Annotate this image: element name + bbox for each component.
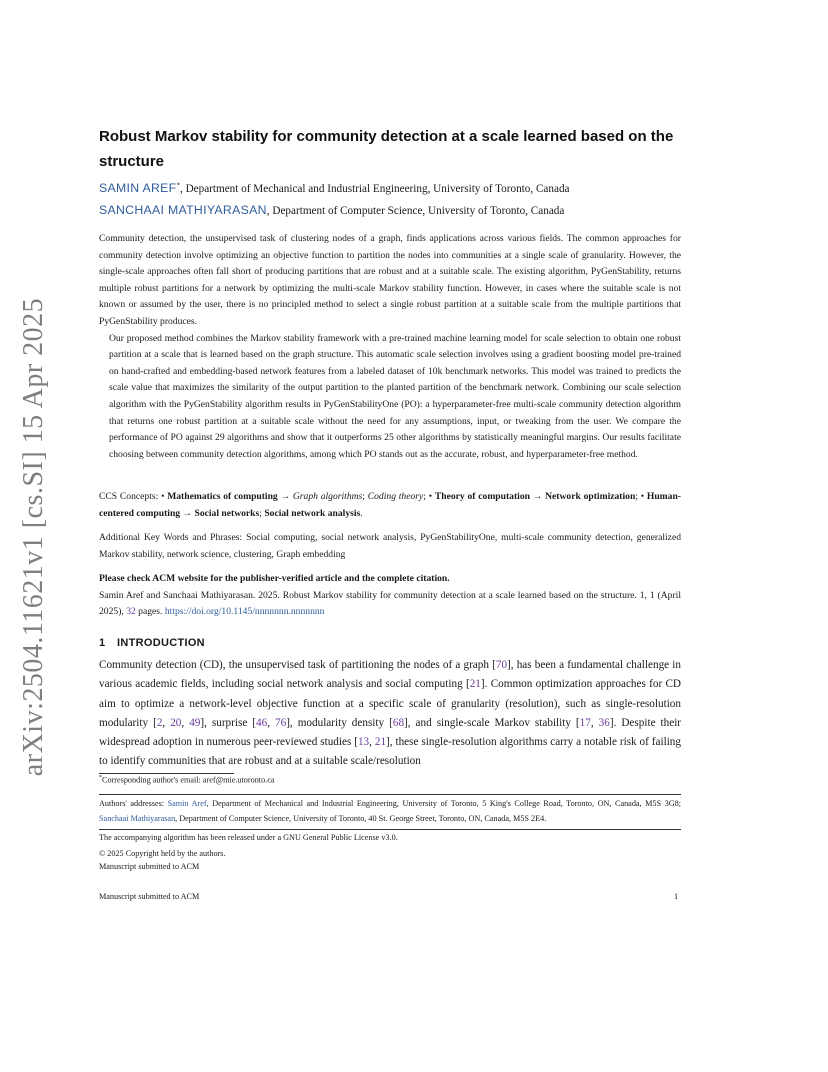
body-text: ], surprise [: [200, 716, 257, 729]
citation-link[interactable]: 13: [357, 736, 370, 749]
citation-link[interactable]: 20: [170, 716, 182, 729]
separator: ;: [423, 491, 429, 502]
ccs-term: Human-centered computing: [99, 491, 681, 519]
citation-link[interactable]: 2: [156, 716, 163, 729]
page-count-link[interactable]: 32: [126, 606, 136, 618]
author-name[interactable]: SAMIN AREF: [99, 181, 177, 195]
section-number: 1: [99, 637, 106, 649]
author-name[interactable]: SANCHAAI MATHIYARASAN: [99, 203, 267, 217]
separator: ;: [362, 491, 368, 502]
body-text: ], modularity density [: [286, 716, 393, 729]
citation-link[interactable]: 17: [579, 716, 591, 729]
arrow: →: [180, 507, 195, 519]
author-link[interactable]: Sanchaai Mathiyarasan: [99, 813, 176, 823]
body-text: ], has been a fundamental challenge in various academic fields, including social network analysis and social computing [: [99, 659, 681, 691]
bullet: •: [161, 491, 168, 502]
acm-notice: Please check ACM website for the publisher-verified article and the complete citation.: [99, 573, 450, 584]
arxiv-margin-stamp: arXiv:2504.11621v1 [cs.SI] 15 Apr 2025: [18, 297, 49, 777]
footnote-mark: *: [99, 775, 102, 781]
addresses-lead: Authors' addresses:: [99, 799, 168, 808]
ccs-term: Social networks: [194, 507, 260, 519]
introduction-paragraph: Community detection (CD), the unsupervised task of partitioning the nodes of a graph [70], has been a fundamental challenge in various academic fields, including social network analysis and social computing [21]. Common optimization approaches for CD aim to optimize a network-level objective function at a specific scale of granularity (resolution), such as single-resolution modularity [2, 20, 49], surprise [46, 76], modularity density [68], and single-scale Markov stability [17, 36]. Despite their widespread adoption in numerous peer-reviewed studies [13, 21], these single-resolution algorithms carry a notable risk of failing to identify communities that are robust and at a suitable scale/resolution: [99, 659, 682, 768]
citation-link[interactable]: 76: [275, 716, 287, 729]
license-rule: [99, 829, 681, 830]
footnote-text: Corresponding author's email: aref@mie.utoronto.ca: [102, 775, 275, 785]
author-line-2: [99, 203, 564, 217]
authors-addresses: [99, 797, 681, 826]
ccs-lead: CCS Concepts:: [99, 491, 162, 502]
address-text: , Department of Computer Science, University of Toronto, 40 St. George Street, Toronto, ON, Canada, M5S 2E4.: [175, 813, 547, 823]
body-text: ]. Despite their widespread adoption in numerous peer-reviewed studies [: [99, 716, 682, 749]
separator: ;: [259, 507, 265, 519]
arrow: →: [277, 491, 293, 502]
copyright-note: © 2025 Copyright held by the authors.: [99, 849, 226, 858]
arrow: →: [529, 491, 546, 502]
citation-link[interactable]: 68: [392, 716, 405, 729]
doi-link[interactable]: https://doi.org/10.1145/nnnnnnn.nnnnnnn: [164, 606, 325, 618]
body-text: ]. Common optimization approaches for CD aim to optimize a network-level objective function at a specific scale of granularity (resolution), such as single-resolution modularity [: [99, 678, 682, 729]
page-number: 1: [674, 892, 679, 901]
citation-link[interactable]: 21: [374, 736, 387, 749]
section-title: INTRODUCTION: [117, 637, 205, 649]
ccs-term: Theory of computation: [434, 491, 530, 502]
ccs-term: Network optimization: [545, 491, 636, 502]
paper-title: Robust Markov stability for community detection at a scale learned based on the structure: [99, 128, 674, 170]
reference-format: [99, 588, 681, 621]
citation-link[interactable]: 70: [495, 659, 508, 671]
submission-note: Manuscript submitted to ACM: [99, 862, 200, 871]
section-heading: [99, 637, 205, 649]
ccs-term: Social network analysis: [264, 507, 361, 519]
body-text: Community detection (CD), the unsupervised task of partitioning the nodes of a graph [: [99, 659, 496, 671]
footer-left: Manuscript submitted to ACM: [99, 892, 200, 901]
ccs-term: Coding theory: [367, 491, 424, 502]
keywords: Additional Key Words and Phrases: Social computing, social network analysis, PyGenStabilityOne, multi-scale community detection, generalized Markov stability, network science, clustering, Graph embedding: [99, 532, 681, 560]
footnote: [99, 775, 275, 785]
bullet: •: [640, 491, 647, 502]
separator: .: [360, 507, 363, 519]
corresponding-mark: *: [176, 181, 180, 190]
author-link[interactable]: Samin Aref: [167, 799, 207, 808]
ccs-concepts: [99, 489, 681, 522]
abstract-paragraph-2: Our proposed method combines the Markov stability framework with a pre-trained machine learning model for scale selection to obtain one robust partition at a scale that is learned based on the graph structure. This automatic scale selection involves using a gradient boosting model pre-trained on hand-crafted and embedding-based network features from a labeled dataset of 10k benchmark networks. This model was trained to predicts the scale value that maximizes the similarity of the output partition to the planted partition of the benchmark network. Combining our scale selection algorithm with the PyGenStability algorithm results in PyGenStabilityOne (PO): a hyperparameter-free multi-scale community detection algorithm that returns one robust partition at a suitable scale without the need for any assumptions, input, or tweaking from the user. We compare the performance of PO against 29 algorithms and show that it outperforms 25 other algorithms by statistically meaningful margins. Our results facilitate choosing between community detection algorithms, among which PO stands out as the accurate, robust, and hyperparameter-free method.: [109, 332, 681, 460]
license-note: The accompanying algorithm has been released under a GNU General Public License v3.0.: [99, 833, 398, 842]
citation-link[interactable]: 36: [598, 716, 610, 729]
body-text: ], these single-resolution algorithms carry a notable risk of failing to identify communities that are robust and at a suitable scale/resolution: [99, 736, 681, 768]
author-line-1: [99, 181, 570, 195]
reference-text: Samin Aref and Sanchaai Mathiyarasan. 2025. Robust Markov stability for community detection at a scale learned based on the structure. 1, 1 (April 2025),: [99, 589, 681, 618]
address-text: , Department of Mechanical and Industrial Engineering, University of Toronto, 5 King's College Road, Toronto, ON, Canada, M5S 3G8;: [206, 799, 681, 808]
citation-link[interactable]: 21: [469, 678, 481, 691]
acm-citation-block: [99, 571, 681, 621]
ccs-term: Mathematics of computing: [167, 491, 278, 502]
bullet: •: [428, 491, 435, 502]
abstract-paragraph-1: Community detection, the unsupervised task of clustering nodes of a graph, finds applications across various fields. The common approaches for community detection involve optimizing an objective function to partition the nodes into communities at a single scale of granularity. However, the single-scale approaches often fall short of producing partitions that are robust and at a suitable scale. The existing algorithm, PyGenStability, returns multiple robust partitions for a network by optimizing the multi-scale Markov stability function. However, in cases where the suitable scale is not known or assumed by the user, there is no principled method to select a single robust partition at a suitable scale from the multiple partitions that PyGenStability produces.: [99, 233, 681, 327]
ccs-term: Graph algorithms: [292, 491, 363, 502]
citation-link[interactable]: 49: [189, 716, 201, 729]
citation-link[interactable]: 46: [256, 716, 268, 729]
abstract: [99, 231, 681, 463]
footnote-rule: [99, 773, 234, 774]
separator: ;: [635, 491, 641, 502]
author-affiliation: , Department of Mechanical and Industrial Engineering, University of Toronto, Canada: [179, 183, 570, 195]
reference-text: pages.: [135, 606, 165, 618]
body-text: ], and single-scale Markov stability [: [404, 716, 580, 729]
author-affiliation: , Department of Computer Science, University of Toronto, Canada: [266, 205, 565, 217]
addresses-rule: [99, 794, 681, 795]
